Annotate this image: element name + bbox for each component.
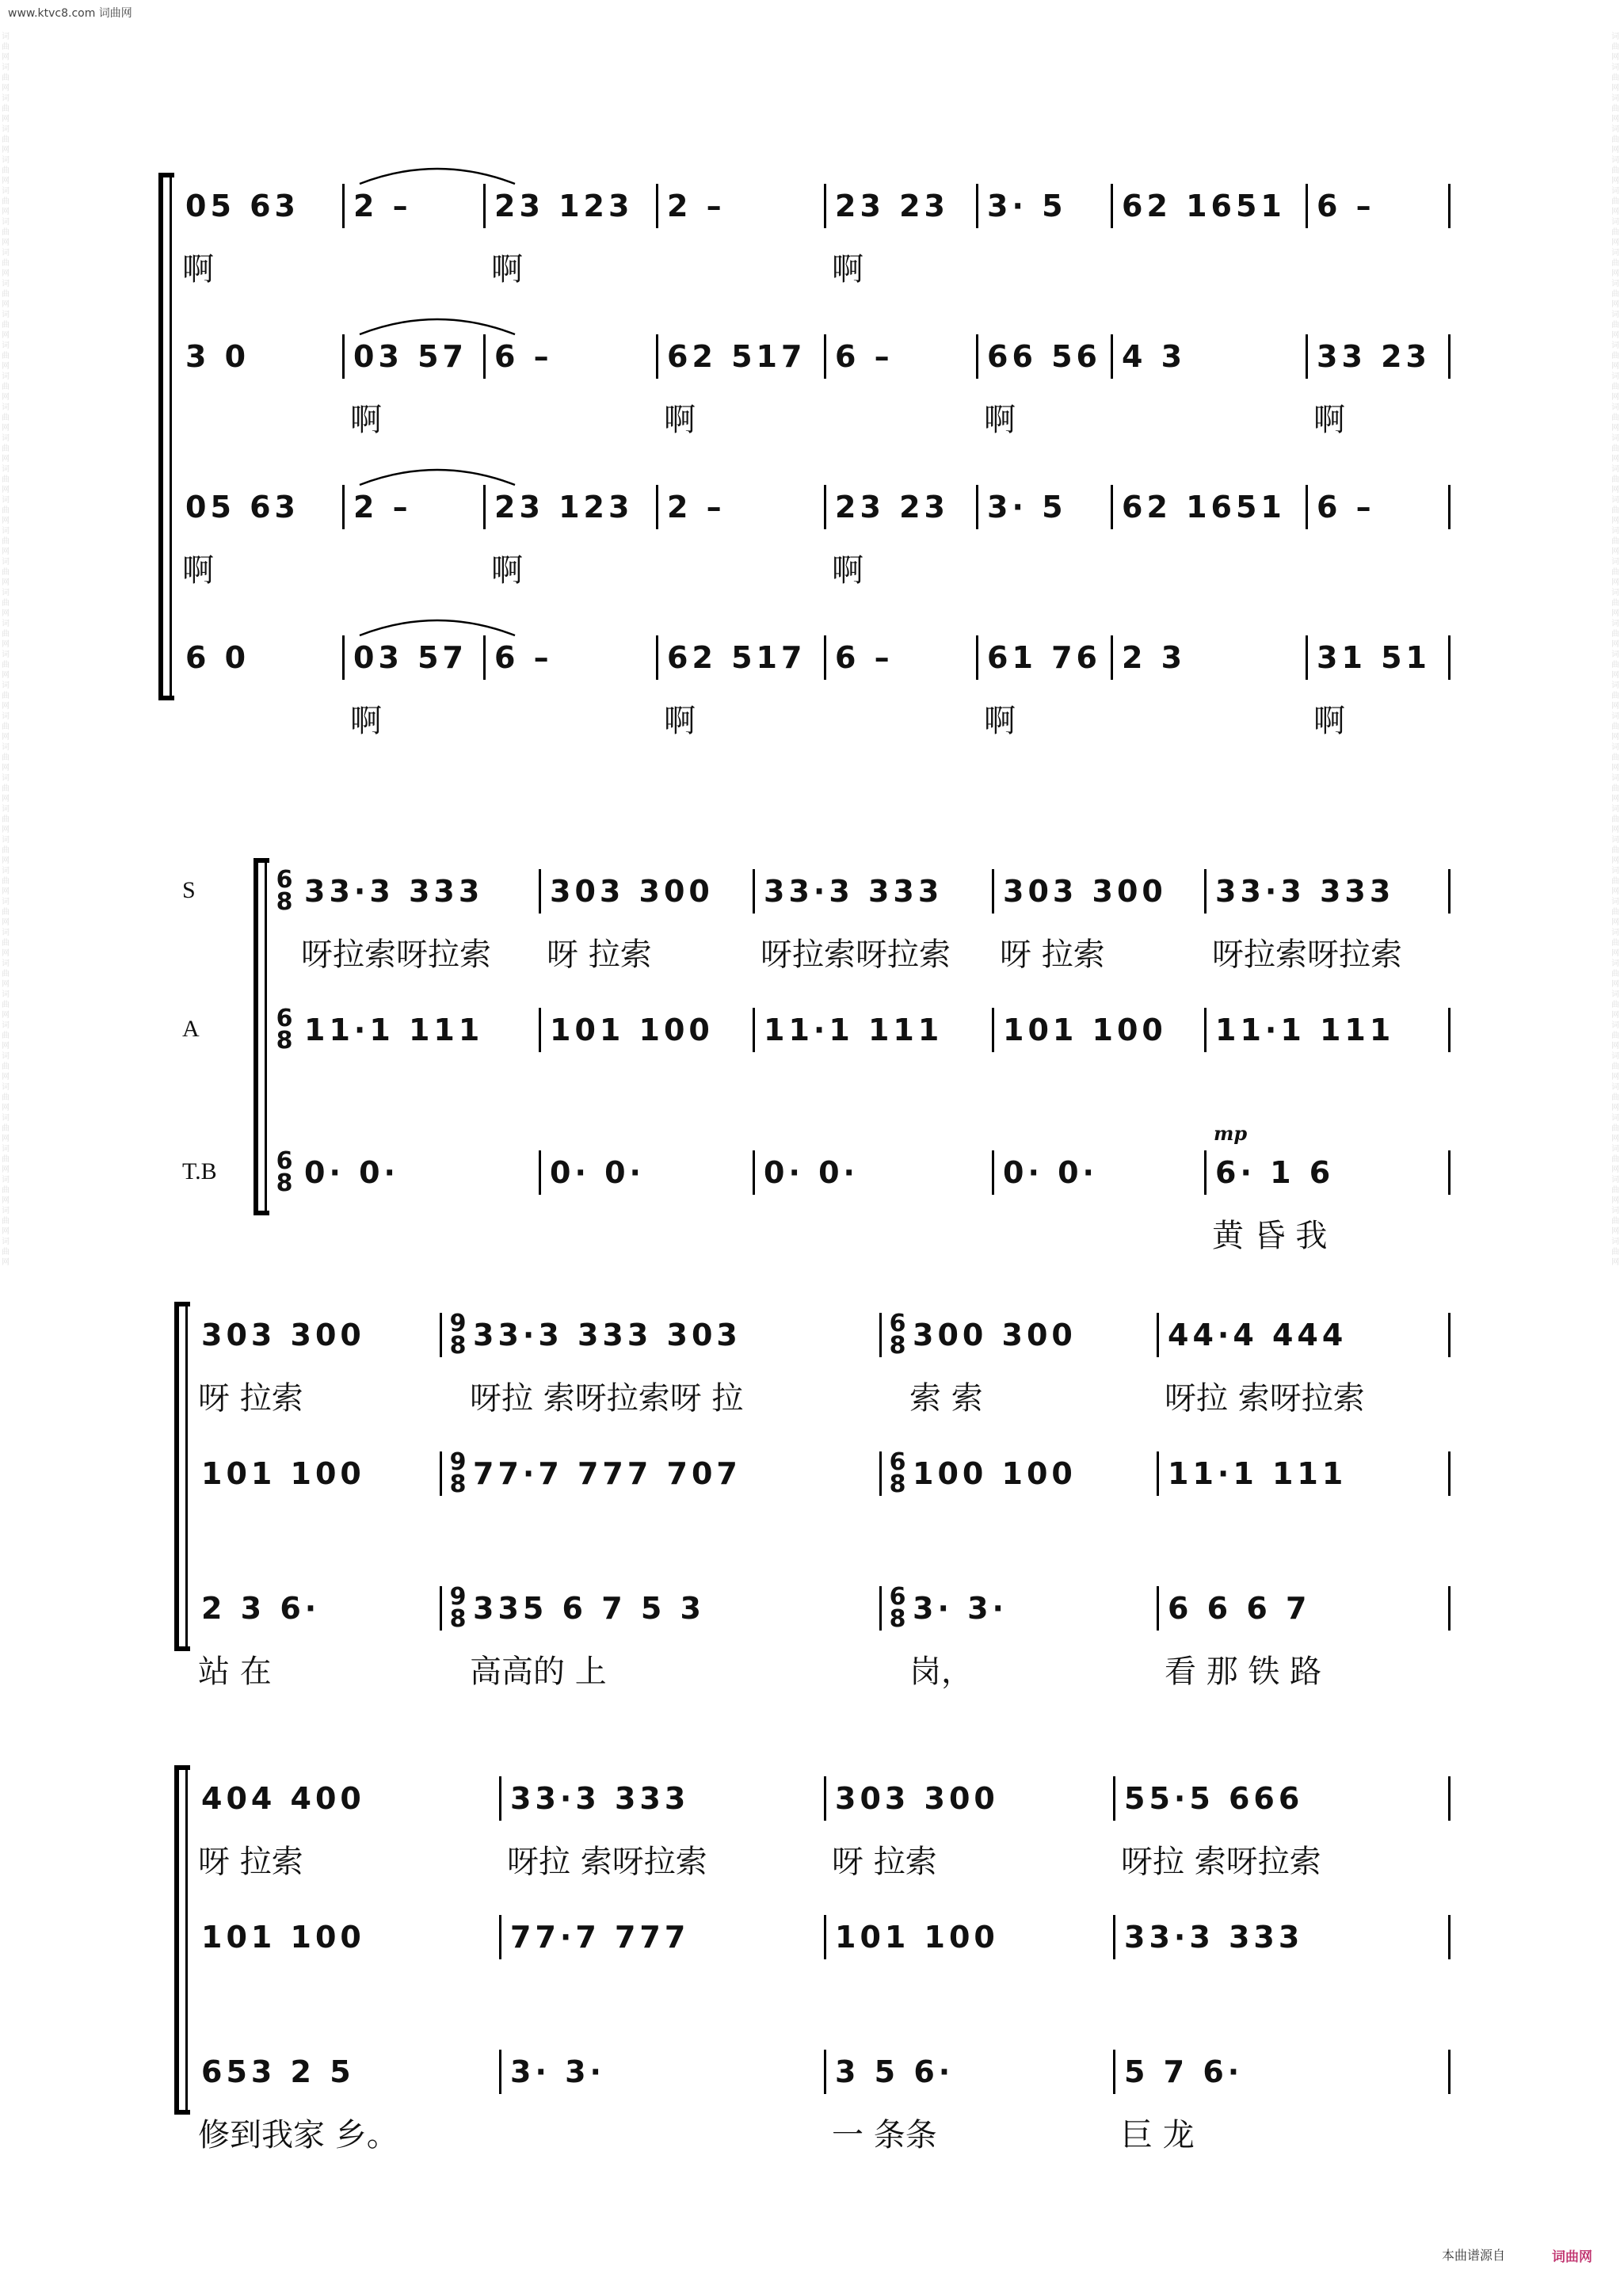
lyric-text: 呀拉索呀拉索 <box>761 936 951 973</box>
measure-notes: 44·4 444 <box>1168 1318 1348 1352</box>
lyric-text: 啊 <box>984 703 1016 739</box>
barline <box>1448 1313 1451 1357</box>
measure-notes: 66 56 <box>987 339 1101 374</box>
measure-notes: 62 1651 <box>1122 189 1286 223</box>
measure-notes: 33·3 333 <box>764 874 944 909</box>
lyric-text: 啊 <box>1313 402 1345 438</box>
watermark-left: 词曲网词曲网词曲网词曲网词曲网词曲网词曲网词曲网词曲网词曲网词曲网词曲网词曲网词曲网词曲网词曲网词曲网词曲网词曲网词曲网词曲网词曲网词曲网词曲网词曲网词曲网词曲网词曲网词曲网词曲网词曲网词曲网词曲网词曲网词曲网词曲网词曲网词曲网词曲网词曲网 <box>2 32 10 1267</box>
barline <box>656 334 658 379</box>
measure-notes: 2 – <box>667 189 726 223</box>
barline <box>483 485 486 529</box>
measure-notes: 6 – <box>835 339 894 374</box>
measure-notes: 03 57 <box>353 640 467 675</box>
barline <box>824 485 826 529</box>
barline <box>992 1150 994 1195</box>
measure-notes: 101 100 <box>835 1920 999 1955</box>
lyric-text: 啊 <box>832 552 863 589</box>
barline <box>1448 184 1451 228</box>
lyric-text: 啊 <box>350 703 382 739</box>
barline <box>824 1776 826 1821</box>
time-signature: 6 8 <box>276 866 293 916</box>
barline <box>1448 2050 1451 2094</box>
lyric-text: 一 条条 <box>832 2117 937 2153</box>
barline <box>879 1586 882 1631</box>
barline <box>753 1150 755 1195</box>
barline <box>539 1008 541 1052</box>
part-label: S <box>182 877 196 903</box>
lyric-text: 呀 拉索 <box>547 936 652 973</box>
barline <box>440 1313 442 1357</box>
measure-notes: 101 100 <box>201 1920 365 1955</box>
barline <box>1157 1586 1159 1631</box>
measure-notes: 101 100 <box>201 1456 365 1491</box>
system-line <box>170 173 172 700</box>
lyric-text: 索 索 <box>909 1380 983 1417</box>
barline <box>1306 334 1308 379</box>
barline <box>656 184 658 228</box>
barline <box>992 1008 994 1052</box>
barline <box>1448 1150 1451 1195</box>
lyric-text: 站 在 <box>198 1654 272 1690</box>
system-line <box>185 1302 188 1651</box>
system-line <box>185 1765 188 2115</box>
barline <box>824 2050 826 2094</box>
measure-notes: 03 57 <box>353 339 467 374</box>
barline <box>1448 1008 1451 1052</box>
measure-notes: 6 – <box>494 640 553 675</box>
measure-notes: 62 1651 <box>1122 490 1286 524</box>
part-label: T.B <box>182 1158 217 1184</box>
barline <box>1448 334 1451 379</box>
barline <box>1204 1150 1207 1195</box>
barline <box>499 1776 501 1821</box>
measure-notes: 2 – <box>353 490 412 524</box>
lyric-text: 黄 昏 我 <box>1212 1218 1328 1254</box>
lyric-text: 呀拉 索呀拉索 <box>1121 1844 1321 1880</box>
barline <box>1157 1451 1159 1496</box>
lyric-text: 呀拉索呀拉索 <box>301 936 491 973</box>
barline <box>1306 635 1308 680</box>
lyric-text: 呀拉 索呀拉索 <box>507 1844 707 1880</box>
barline <box>1111 485 1113 529</box>
measure-notes: 101 100 <box>1003 1013 1167 1047</box>
barline <box>976 635 978 680</box>
system-bracket <box>254 858 269 1215</box>
measure-notes: 31 51 <box>1317 640 1431 675</box>
system-bracket <box>174 1302 190 1651</box>
time-signature: 6 8 <box>889 1583 906 1633</box>
measure-notes: 300 300 <box>913 1318 1077 1352</box>
measure-notes: 0· 0· <box>764 1155 859 1190</box>
measure-notes: 0· 0· <box>1003 1155 1098 1190</box>
lyric-text: 岗， <box>909 1654 973 1690</box>
lyric-text: 啊 <box>182 552 214 589</box>
measure-notes: 6 – <box>494 339 553 374</box>
lyric-text: 啊 <box>182 251 214 288</box>
barline <box>976 334 978 379</box>
barline <box>656 485 658 529</box>
measure-notes: 6 6 6 7 <box>1168 1591 1311 1626</box>
barline <box>753 869 755 914</box>
system-line <box>265 858 267 1215</box>
measure-notes: 23 23 <box>835 189 949 223</box>
measure-notes: 3· 3· <box>913 1591 1008 1626</box>
measure-notes: 2 – <box>353 189 412 223</box>
measure-notes: 62 517 <box>667 640 806 675</box>
barline <box>879 1313 882 1357</box>
barline <box>1204 869 1207 914</box>
barline <box>1448 485 1451 529</box>
measure-notes: 3· 5 <box>987 490 1067 524</box>
part-label: A <box>182 1016 200 1042</box>
barline <box>976 184 978 228</box>
barline <box>824 334 826 379</box>
lyric-text: 高高的 上 <box>470 1654 607 1690</box>
lyric-text: 呀拉 索呀拉索 <box>1165 1380 1365 1417</box>
measure-notes: 23 123 <box>494 189 634 223</box>
measure-notes: 2 3 6· <box>201 1591 321 1626</box>
barline <box>1448 1586 1451 1631</box>
barline <box>483 635 486 680</box>
lyric-text: 修到我家 乡。 <box>198 2117 398 2153</box>
measure-notes: 3 0 <box>185 339 250 374</box>
measure-notes: 4 3 <box>1122 339 1187 374</box>
barline <box>1111 635 1113 680</box>
measure-notes: 33·3 333 <box>1215 874 1395 909</box>
measure-notes: 3 5 6· <box>835 2054 955 2089</box>
measure-notes: 404 400 <box>201 1781 365 1816</box>
lyric-text: 啊 <box>491 251 523 288</box>
barline <box>1111 334 1113 379</box>
time-signature: 6 8 <box>276 1147 293 1197</box>
site-header: www.ktvc8.com 词曲网 <box>8 7 132 20</box>
measure-notes: 2 – <box>667 490 726 524</box>
barline <box>342 485 345 529</box>
measure-notes: 303 300 <box>550 874 714 909</box>
measure-notes: 101 100 <box>550 1013 714 1047</box>
lyric-text: 呀拉 索呀拉索呀 拉 <box>470 1380 744 1417</box>
barline <box>1306 184 1308 228</box>
barline <box>824 635 826 680</box>
lyric-text: 看 那 铁 路 <box>1165 1654 1322 1690</box>
barline <box>1306 485 1308 529</box>
measure-notes: 77·7 777 <box>510 1920 690 1955</box>
measure-notes: 23 23 <box>835 490 949 524</box>
lyric-text: 啊 <box>1313 703 1345 739</box>
system-bracket <box>174 1765 190 2115</box>
time-signature: 6 8 <box>889 1310 906 1360</box>
measure-notes: 2 3 <box>1122 640 1187 675</box>
barline <box>1113 2050 1115 2094</box>
barline <box>440 1586 442 1631</box>
time-signature: 9 8 <box>449 1448 467 1498</box>
lyric-text: 啊 <box>491 552 523 589</box>
slur-mark <box>358 613 517 637</box>
time-signature: 6 8 <box>276 1005 293 1055</box>
barline <box>1448 869 1451 914</box>
measure-notes: 335 6 7 5 3 <box>473 1591 706 1626</box>
barline <box>499 2050 501 2094</box>
barline <box>440 1451 442 1496</box>
lyric-text: 呀 拉索 <box>1000 936 1105 973</box>
barline <box>1448 1451 1451 1496</box>
measure-notes: 33·3 333 <box>304 874 484 909</box>
measure-notes: 303 300 <box>835 1781 999 1816</box>
time-signature: 9 8 <box>449 1583 467 1633</box>
lyric-text: 啊 <box>664 703 696 739</box>
barline <box>992 869 994 914</box>
measure-notes: 303 300 <box>1003 874 1167 909</box>
measure-notes: 05 63 <box>185 490 299 524</box>
measure-notes: 77·7 777 707 <box>473 1456 741 1491</box>
slur-mark <box>358 312 517 336</box>
barline <box>1448 1776 1451 1821</box>
lyric-text: 啊 <box>350 402 382 438</box>
barline <box>342 635 345 680</box>
barline <box>753 1008 755 1052</box>
measure-notes: 11·1 111 <box>1215 1013 1395 1047</box>
measure-notes: 11·1 111 <box>764 1013 944 1047</box>
measure-notes: 5 7 6· <box>1124 2054 1244 2089</box>
measure-notes: 6 0 <box>185 640 250 675</box>
measure-notes: 3· 3· <box>510 2054 605 2089</box>
measure-notes: 6· 1 6 <box>1215 1155 1335 1190</box>
measure-notes: 0· 0· <box>304 1155 399 1190</box>
barline <box>1113 1915 1115 1959</box>
barline <box>824 1915 826 1959</box>
lyric-text: 呀拉索呀拉索 <box>1212 936 1402 973</box>
lyric-text: 巨 龙 <box>1121 2117 1195 2153</box>
measure-notes: 33·3 333 303 <box>473 1318 741 1352</box>
barline <box>1111 184 1113 228</box>
measure-notes: 33·3 333 <box>510 1781 690 1816</box>
slur-mark <box>358 162 517 185</box>
barline <box>1157 1313 1159 1357</box>
measure-notes: 33·3 333 <box>1124 1920 1304 1955</box>
measure-notes: 3· 5 <box>987 189 1067 223</box>
measure-notes: 05 63 <box>185 189 299 223</box>
measure-notes: 11·1 111 <box>1168 1456 1348 1491</box>
dynamic-marking: mp <box>1214 1122 1248 1145</box>
lyric-text: 呀 拉索 <box>198 1844 303 1880</box>
measure-notes: 23 123 <box>494 490 634 524</box>
measure-notes: 61 76 <box>987 640 1101 675</box>
watermark-right: 词曲网词曲网词曲网词曲网词曲网词曲网词曲网词曲网词曲网词曲网词曲网词曲网词曲网词曲网词曲网词曲网词曲网词曲网词曲网词曲网词曲网词曲网词曲网词曲网词曲网词曲网词曲网词曲网词曲网词曲网词曲网词曲网词曲网词曲网词曲网词曲网词曲网词曲网词曲网词曲网 <box>1611 32 1619 1267</box>
measure-notes: 0· 0· <box>550 1155 645 1190</box>
footer-source: 本曲谱源自 <box>1441 2248 1505 2263</box>
time-signature: 6 8 <box>889 1448 906 1498</box>
measure-notes: 6 – <box>1317 490 1375 524</box>
measure-notes: 33 23 <box>1317 339 1431 374</box>
time-signature: 9 8 <box>449 1310 467 1360</box>
measure-notes: 6 – <box>1317 189 1375 223</box>
barline <box>879 1451 882 1496</box>
footer-brand-logo: 词曲网 <box>1552 2249 1592 2265</box>
measure-notes: 653 2 5 <box>201 2054 355 2089</box>
barline <box>539 869 541 914</box>
barline <box>1204 1008 1207 1052</box>
measure-notes: 303 300 <box>201 1318 365 1352</box>
lyric-text: 呀 拉索 <box>198 1380 303 1417</box>
measure-notes: 62 517 <box>667 339 806 374</box>
system-bracket <box>158 173 174 700</box>
measure-notes: 100 100 <box>913 1456 1077 1491</box>
barline <box>342 184 345 228</box>
lyric-text: 啊 <box>832 251 863 288</box>
measure-notes: 6 – <box>835 640 894 675</box>
barline <box>1448 635 1451 680</box>
barline <box>483 184 486 228</box>
barline <box>976 485 978 529</box>
barline <box>656 635 658 680</box>
lyric-text: 呀 拉索 <box>832 1844 937 1880</box>
barline <box>1113 1776 1115 1821</box>
lyric-text: 啊 <box>664 402 696 438</box>
barline <box>499 1915 501 1959</box>
measure-notes: 55·5 666 <box>1124 1781 1304 1816</box>
barline <box>342 334 345 379</box>
barline <box>483 334 486 379</box>
barline <box>824 184 826 228</box>
barline <box>539 1150 541 1195</box>
barline <box>1448 1915 1451 1959</box>
measure-notes: 11·1 111 <box>304 1013 484 1047</box>
lyric-text: 啊 <box>984 402 1016 438</box>
slur-mark <box>358 463 517 486</box>
